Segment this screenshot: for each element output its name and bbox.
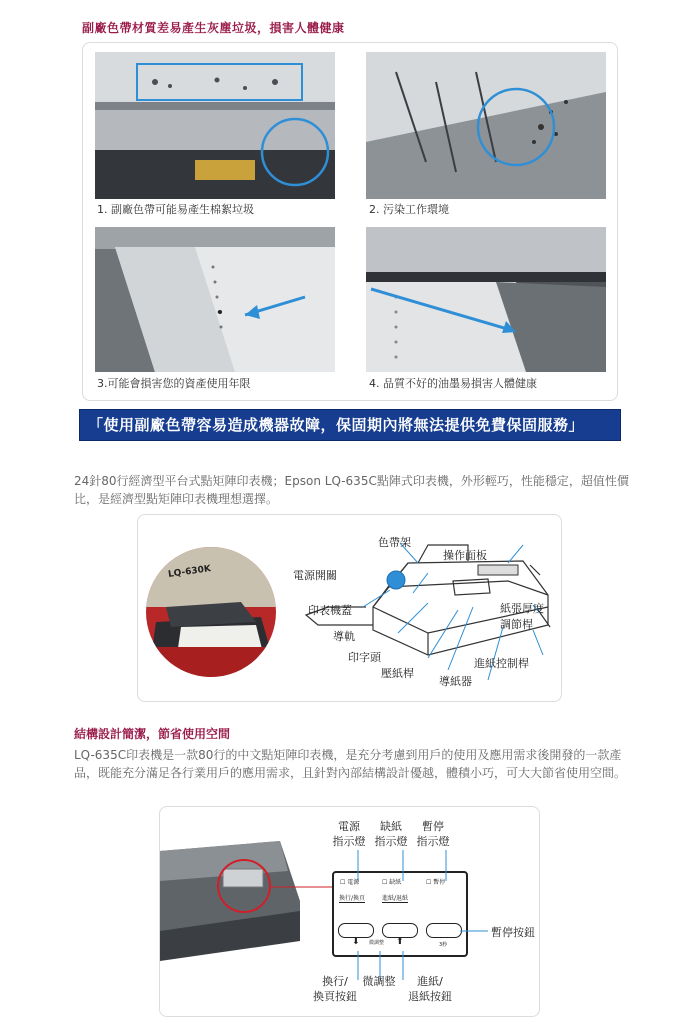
led-power: ☐ 電源 — [340, 879, 360, 886]
label-linefeed-button: 換行/ 換頁按鈕 — [313, 975, 357, 1003]
warranty-warning-banner — [79, 409, 621, 441]
label-pause-led: 暫停 指示燈 — [416, 820, 450, 848]
panel-label-micro: 微調整 — [369, 940, 385, 946]
control-panel-diagram — [159, 806, 540, 1017]
panel-label-loadeject: 進紙/退紙 — [382, 895, 409, 902]
caption-3: 3.可能會損害您的資產使用年限 — [97, 377, 251, 390]
label-printer-cover: 印表機蓋 — [308, 604, 352, 617]
label-ribbon-rack: 色帶架 — [378, 536, 411, 549]
label-paper-press: 壓紙桿 — [381, 667, 414, 680]
arrow-down-icon: ⬇ — [352, 937, 360, 947]
label-power-switch: 電源開關 — [293, 569, 337, 582]
section-title-ribbon-quality: 副廠色帶材質差易產生灰塵垃圾，損害人體健康 — [82, 21, 345, 35]
label-paper-thickness-lever: 調節桿 — [500, 618, 533, 631]
label-paper-led: 缺紙 指示燈 — [374, 820, 408, 848]
intro-paragraph: 24針80行經濟型平台式點矩陣印表機；Epson LQ-635C點陣式印表機，外形輕巧，性能穩定，超值性價比，是經濟型點矩陣印表機理想選擇。 — [74, 474, 629, 506]
section2-paragraph: LQ-635C印表機是一款80行的中文點矩陣印表機，是充分考慮到用戶的使用及應用需求後開發的一款產品，既能充分滿足各行業用戶的應用需求，且針對內部結構設計優越，體積小巧，可大大節省使用空間。 — [74, 748, 627, 780]
label-feed-lever: 進紙控制桿 — [474, 657, 529, 670]
printer-model-label: LQ-630K — [167, 564, 212, 580]
label-guide-rail: 導軌 — [333, 630, 355, 643]
panel-label-3sec: 3秒 — [439, 942, 448, 948]
led-paper-out: ☐ 缺紙 — [382, 879, 402, 886]
photo-asset-damage — [95, 227, 335, 372]
caption-2: 2. 污染工作環境 — [369, 203, 449, 216]
printer-photo — [146, 547, 276, 677]
label-print-head: 印字頭 — [348, 651, 381, 664]
panel-label-linefeed: 換行/換頁 — [339, 895, 366, 902]
caption-1: 1. 副廠色帶可能易產生棉絮垃圾 — [97, 203, 254, 216]
label-power-led: 電源 指示燈 — [332, 820, 366, 848]
label-pause-button: 暫停按鈕 — [491, 926, 535, 939]
photo-ribbon-lint — [95, 52, 335, 199]
label-control-panel: 操作面板 — [443, 549, 487, 562]
led-pause: ☐ 暫停 — [426, 879, 446, 886]
label-paper-thickness: 紙張厚度 — [500, 602, 544, 615]
photo-grid-panel — [82, 42, 618, 401]
arrow-up-icon: ⬆ — [396, 937, 404, 947]
label-paper-guide: 導紙器 — [439, 675, 472, 688]
photo-dirty-workspace — [366, 52, 606, 199]
section-title-compact-design: 結構設計簡潔，節省使用空間 — [74, 727, 231, 741]
caption-4: 4. 品質不好的油墨易損害人體健康 — [369, 377, 537, 390]
photo-ink-health — [366, 227, 606, 372]
label-loadeject-button: 進紙/ 退紙按鈕 — [408, 975, 452, 1003]
label-micro-adjust: 微調整 — [362, 975, 396, 988]
banner-text: 「使用副廠色帶容易造成機器故障，保固期內將無法提供免費保固服務」 — [88, 416, 585, 434]
printer-parts-diagram — [137, 514, 562, 702]
